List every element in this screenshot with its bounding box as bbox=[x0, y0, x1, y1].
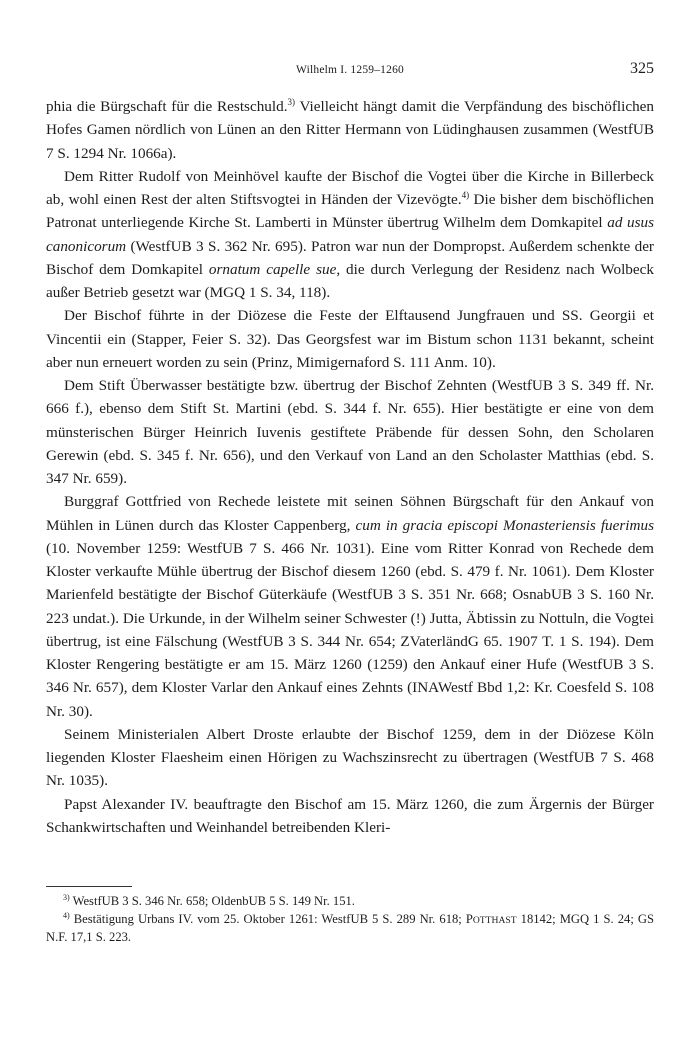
running-header bbox=[46, 58, 654, 82]
footnote-mark: 3) bbox=[63, 892, 70, 902]
paragraph-7: Papst Alexander IV. beauftragte den Bischof am 15. März 1260, die zum Ärgernis der Bürger Schankwirtschaften und Weinhandel betreibenden Kleri- bbox=[46, 795, 654, 836]
running-title: Wilhelm I. 1259–1260 bbox=[296, 64, 404, 76]
paragraph-1: phia die Bürgschaft für die Restschuld.$^{3)}$ Vielleicht hängt damit die Verpfändung des bischöflichen Hofes Gamen nördlich von Lünen an den Ritter Hermann von Lüdinghausen zusammen (WestfUB 7 S. 1294 Nr. 1066a). bbox=[46, 96, 655, 162]
footnote-ref-4[interactable]: 4) bbox=[461, 189, 470, 200]
footnote-4: $^{4)}$ Bestätigung Urbans IV. vom 25. Oktober 1261: WestfUB 5 S. 289 Nr. 618; POTTHAST 18142; MGQ 1 S. 24; GS N.F. 17,1 S. 223. bbox=[46, 910, 654, 944]
footnote-ref-3[interactable]: 3) bbox=[287, 96, 295, 107]
latin-quote: ad usus canonicorum bbox=[46, 214, 655, 255]
footnote-mark: 4) bbox=[63, 910, 70, 920]
footnote-divider bbox=[46, 886, 132, 887]
paragraph-6: Seinem Ministerialen Albert Droste erlaubte der Bischof 1259, dem in der Diözese Köln liegenden Kloster Flaesheim einen Hörigen zu Wachszinsrecht zu übertragen (WestfUB 7 S. 468 Nr. 1035). bbox=[46, 725, 654, 790]
author-smallcaps: OTTHAST bbox=[472, 914, 517, 926]
main-text bbox=[46, 95, 654, 839]
footnotes bbox=[46, 893, 654, 947]
latin-quote: cum in gracia episcopi Monasteriensis fuerimus bbox=[355, 516, 654, 534]
paragraph-2: Dem Ritter Rudolf von Meinhövel kaufte der Bischof die Vogtei über die Kirche in Billerbeck ab, wohl einen Rest der alten Stiftsvogtei in Händen der Vizevögte.$^{4)}$ Die bisher dem bischöflichen Patronat unterliegende Kirche St. Lamberti in Münster übertrug Wilhelm dem Domkapitel ad usus canonicorum (WestfUB 3 S. 362 Nr. 695). Patron war nun der Dompropst. Außerdem schenkte der Bischof dem Domkapitel ornatum capelle sue, die durch Verlegung der Residenz nach Wolbeck außer Betrieb gesetzt war (MGQ 1 S. 34, 118). bbox=[46, 167, 655, 301]
paragraph-3: Der Bischof führte in der Diözese die Feste der Elftausend Jungfrauen und SS. Georgii et Vincentii ein (Stapper, Feier S. 32). Das Georgsfest war im Bistum schon 1131 bekannt, scheint aber nun erneuert worden zu sein (Prinz, Mimigernaford S. 111 Anm. 10). bbox=[46, 307, 654, 371]
latin-quote: ornatum capelle sue bbox=[208, 260, 337, 278]
author-smallcaps: P bbox=[465, 911, 473, 926]
page-number: 325 bbox=[630, 60, 654, 77]
paragraph-5: Burggraf Gottfried von Rechede leistete mit seinen Söhnen Bürgschaft für den Ankauf von Mühlen in Lünen durch das Kloster Cappenberg, cum in gracia episcopi Monasteriensis fuerimus (10. November 1259: WestfUB 7 S. 466 Nr. 1031). Eine vom Ritter Konrad von Rechede dem Kloster verkaufte Mühle übertrug der Bischof diesem 1260 (ebd. S. 479 f. Nr. 1061). Dem Kloster Marienfeld bestätigte der Bischof Güterkäufe (WestfUB 3 S. 351 Nr. 668; OsnabUB 3 S. 160 Nr. 223 undat.). Die Urkunde, in der Wilhelm seiner Schwester (!) Jutta, Äbtissin zu Nottuln, die Vogtei übertrug, ist eine Fälschung (WestfUB 3 S. 344 Nr. 654; ZVaterländG 65. 1907 T. 1 S. 194). Dem Kloster Rengering bestätigte er am 15. März 1260 (1259) den Ankauf einer Hufe (WestfUB 3 S. 346 Nr. 657), dem Kloster Varlar den Ankauf eines Zehnts (INAWestf Bbd 1,2: Kr. Coesfeld S. 108 Nr. 30). bbox=[46, 493, 654, 720]
footnote-3: $^{3)}$ WestfUB 3 S. 346 Nr. 658; OldenbUB 5 S. 149 Nr. 151. bbox=[63, 892, 355, 908]
paragraph-4: Dem Stift Überwasser bestätigte bzw. übertrug der Bischof Zehnten (WestfUB 3 S. 349 ff. Nr. 666 f.), ebenso dem Stift St. Martini (ebd. S. 344 f. Nr. 655). Hier bestätigte er eine von dem münsterischen Bürger Heinrich Iuvenis gestiftete Präbende für dessen Sohn, den Scholaren Gerewin (ebd. S. 345 f. Nr. 656), und den Verkauf von Land an den Scholaster Matthias (ebd. S. 347 Nr. 659). bbox=[46, 377, 654, 487]
